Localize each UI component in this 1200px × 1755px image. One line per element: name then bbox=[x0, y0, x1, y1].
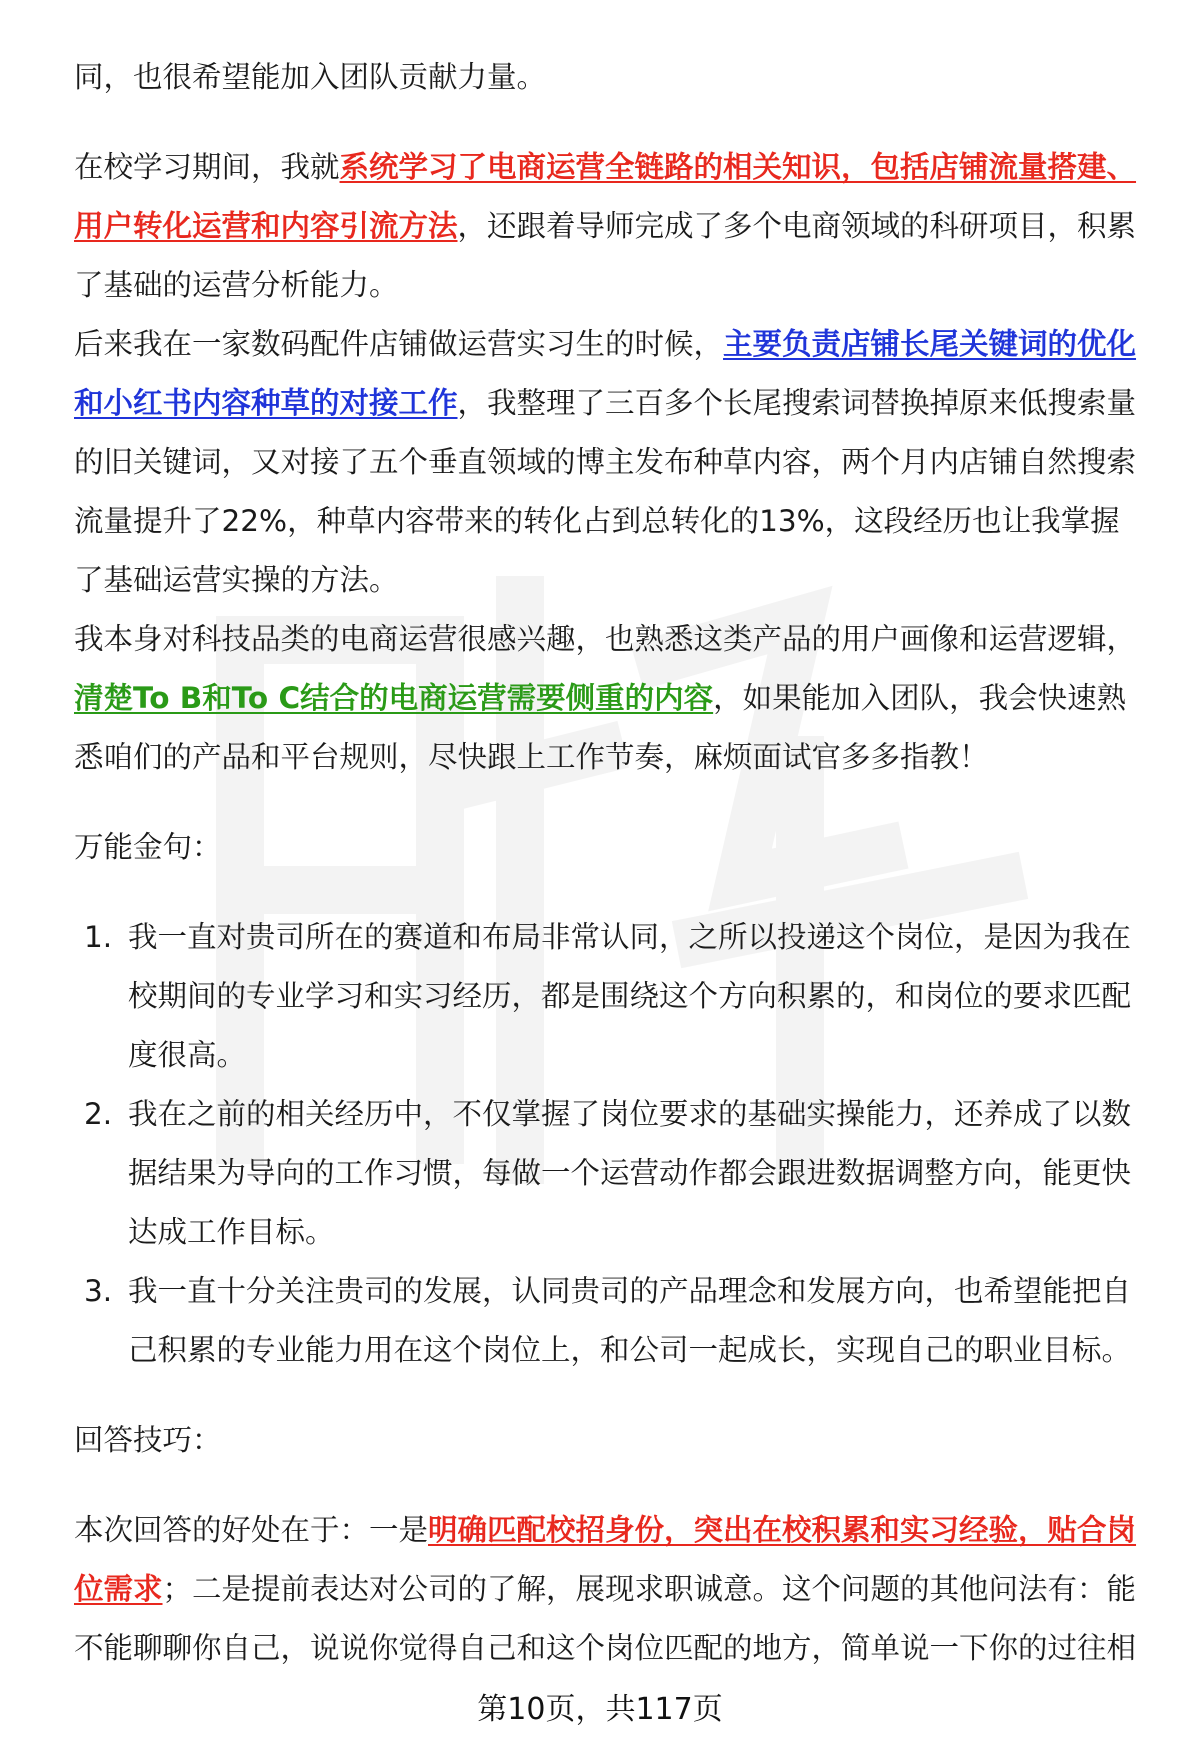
list-number: 3. bbox=[84, 1274, 113, 1308]
list-number: 2. bbox=[84, 1097, 113, 1131]
highlight-red: 系统学习了电商运营全链路的相关知识，包括店铺流量搭建、用户转化运营和内容引流方法 bbox=[74, 150, 1137, 243]
list-item bbox=[74, 1085, 1148, 1262]
paragraph-text: 本次回答的好处在于：一是 bbox=[74, 1513, 429, 1547]
paragraph-intro-tail bbox=[74, 48, 1148, 107]
highlight-blue: 主要负责店铺长尾关键词的优化和小红书内容种草的对接工作 bbox=[74, 327, 1137, 420]
page-number: 第10页，共117页 bbox=[477, 1692, 723, 1727]
list-item bbox=[74, 1262, 1148, 1380]
highlight-red: 明确匹配校招身份，突出在校积累和实习经验，贴合岗位需求 bbox=[74, 1513, 1137, 1606]
paragraph-internship bbox=[74, 315, 1148, 610]
paragraph-text: ，还跟着导师完成了多个电商领域的科研项目，积累了基础的运营分析能力。 bbox=[74, 209, 1137, 302]
paragraph-text: ；二是提前表达对公司的了解，展现求职诚意。这个问题的其他问法有：能不能聊聊你自己，说说你觉得自己和这个岗位匹配的地方，简单说一下你的过往相 bbox=[74, 1572, 1137, 1665]
paragraph-text: 后来我在一家数码配件店铺做运营实习生的时候， bbox=[74, 327, 724, 361]
paragraph-text: 在校学习期间，我就 bbox=[74, 150, 340, 184]
list-text: 我一直对贵司所在的赛道和布局非常认同，之所以投递这个岗位，是因为我在校期间的专业学习和实习经历，都是围绕这个方向积累的，和岗位的要求匹配度很高。 bbox=[128, 920, 1132, 1072]
list-text: 我在之前的相关经历中，不仅掌握了岗位要求的基础实操能力，还养成了以数据结果为导向的工作习惯，每做一个运营动作都会跟进数据调整方向，能更快达成工作目标。 bbox=[128, 1097, 1132, 1249]
section-heading-tips: 回答技巧： bbox=[74, 1423, 222, 1457]
paragraph-text: ，我整理了三百多个长尾搜索词替换掉原来低搜索量的旧关键词，又对接了五个垂直领域的博主发布种草内容，两个月内店铺自然搜索流量提升了22%，种草内容带来的转化占到总转化的13%，这段经历也让我掌握了基础运营实操的方法。 bbox=[74, 386, 1137, 597]
list-text: 我一直十分关注贵司的发展，认同贵司的产品理念和发展方向，也希望能把自己积累的专业能力用在这个岗位上，和公司一起成长，实现自己的职业目标。 bbox=[128, 1274, 1132, 1367]
highlight-green: 清楚To B和To C结合的电商运营需要侧重的内容 bbox=[74, 681, 714, 715]
list-item bbox=[74, 908, 1148, 1085]
paragraph-text: 我本身对科技品类的电商运营很感兴趣，也熟悉这类产品的用户画像和运营逻辑， bbox=[74, 622, 1137, 656]
paragraph-study bbox=[74, 138, 1148, 315]
section-heading-phrases: 万能金句： bbox=[74, 830, 222, 864]
paragraph-text: ，如果能加入团队，我会快速熟悉咱们的产品和平台规则，尽快跟上工作节奏，麻烦面试官多多指教！ bbox=[74, 681, 1127, 774]
paragraph-text: 同，也很希望能加入团队贡献力量。 bbox=[74, 60, 547, 94]
paragraph-tips bbox=[74, 1501, 1148, 1678]
paragraph-interest bbox=[74, 610, 1148, 787]
document-body bbox=[74, 48, 1148, 1678]
phrase-list bbox=[74, 908, 1148, 1380]
list-number: 1. bbox=[84, 920, 113, 954]
